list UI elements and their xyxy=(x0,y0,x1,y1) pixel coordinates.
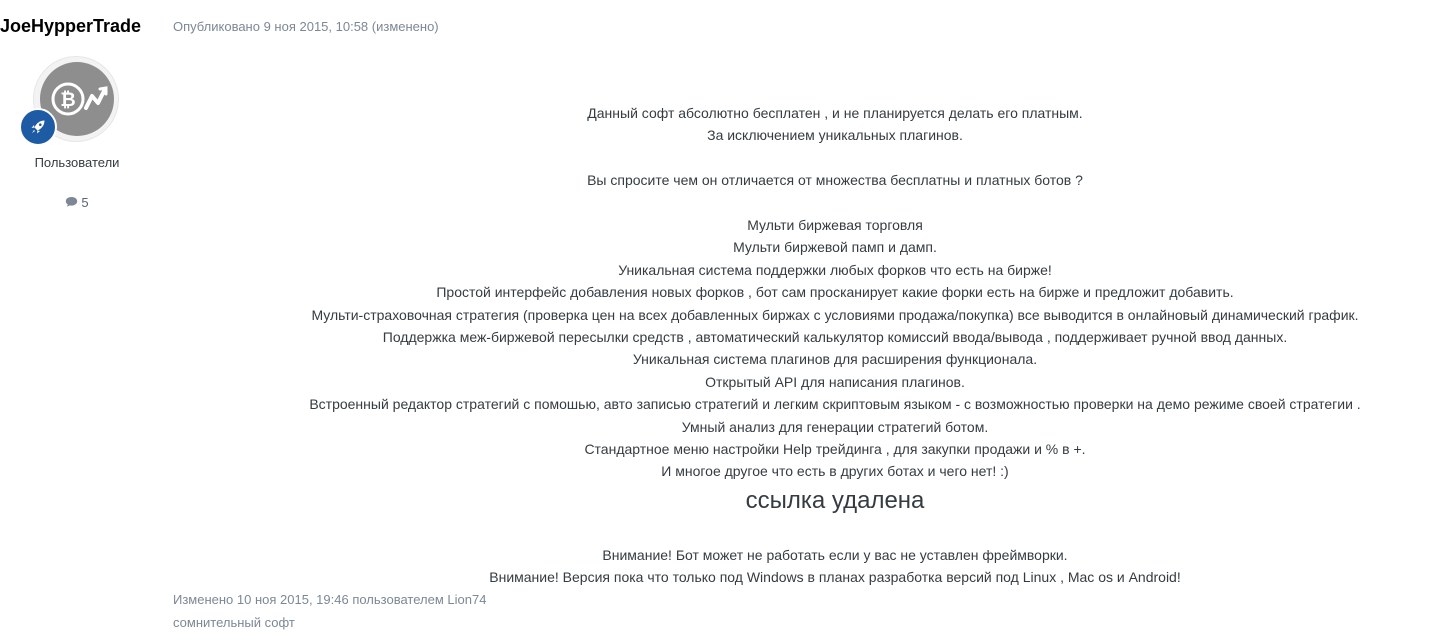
warning-line: Внимание! Версия пока что только под Windows в планах разработка версий под Linux , Mac os и Android! xyxy=(489,569,1181,586)
post-meta[interactable]: Опубликовано 9 ноя 2015, 10:58 (изменено) xyxy=(173,19,439,34)
content-line: За исключением уникальных плагинов. xyxy=(707,127,963,144)
post-count-value: 5 xyxy=(81,195,89,210)
content-line: Поддержка меж-биржевой пересылки средств , автоматический калькулятор комиссий ввода/вывода , поддерживает ручной ввод данных. xyxy=(382,329,1288,346)
author-avatar-block xyxy=(32,56,122,142)
content-line: Данный софт абсолютно бесплатен , и не планируется делать его платным. xyxy=(587,105,1083,121)
post-content xyxy=(230,102,1440,483)
post-count xyxy=(0,195,154,210)
rank-badge[interactable] xyxy=(19,108,57,146)
content-line: Мульти-страховочная стратегия (проверка цен на всех добавленных биржах с условиями продажа/покупка) все выводится в онлайновый динамический график. xyxy=(311,306,1359,323)
content-line: Открытый API для написания плагинов. xyxy=(705,373,965,390)
user-group-label: Пользователи xyxy=(34,155,120,170)
content-line: Вы спросите чем он отличается от множества бесплатны и платных ботов ? xyxy=(587,172,1083,189)
content-blank-line xyxy=(230,147,1440,169)
removed-link-notice: ссылка удалена xyxy=(745,487,925,514)
warning-line: Внимание! Бот может не работать если у вас не уставлен фреймворки. xyxy=(602,547,1068,563)
content-blank-line xyxy=(230,192,1440,214)
content-line: Умный анализ для генерации стратегий ботом. xyxy=(681,418,989,435)
edit-reason: сомнительный софт xyxy=(173,615,295,630)
comment-icon xyxy=(65,196,78,208)
content-line: Уникальная система поддержки любых форков что есть на бирже! xyxy=(618,261,1052,278)
content-line: Уникальная система плагинов для расширения функционала. xyxy=(632,351,1038,368)
content-line: Стандартное меню настройки Help трейдинга , для закупки продажи и % в +. xyxy=(584,441,1086,458)
content-line: Мульти биржевая торговля xyxy=(747,217,923,233)
author-name[interactable]: JoeHypperTrade xyxy=(0,16,142,36)
content-line: И многое другое что есть в других ботах и чего нет! :) xyxy=(661,463,1009,480)
content-line: Встроенный редактор стратегий с помошью, авто записью стратегий и легким скриптовым языком - с возможностью проверки на демо режиме своей стратегии . xyxy=(309,396,1361,413)
rocket-icon xyxy=(29,118,47,136)
svg-text:₿: ₿ xyxy=(60,89,76,111)
edit-info: Изменено 10 ноя 2015, 19:46 пользователем Lion74 xyxy=(173,592,487,607)
content-line: Простой интерфейс добавления новых форков , бот сам просканирует какие форки есть на бирже и предложит добавить. xyxy=(436,284,1234,301)
content-line: Мульти биржевой памп и дамп. xyxy=(733,239,937,256)
post-warnings xyxy=(230,544,1440,589)
